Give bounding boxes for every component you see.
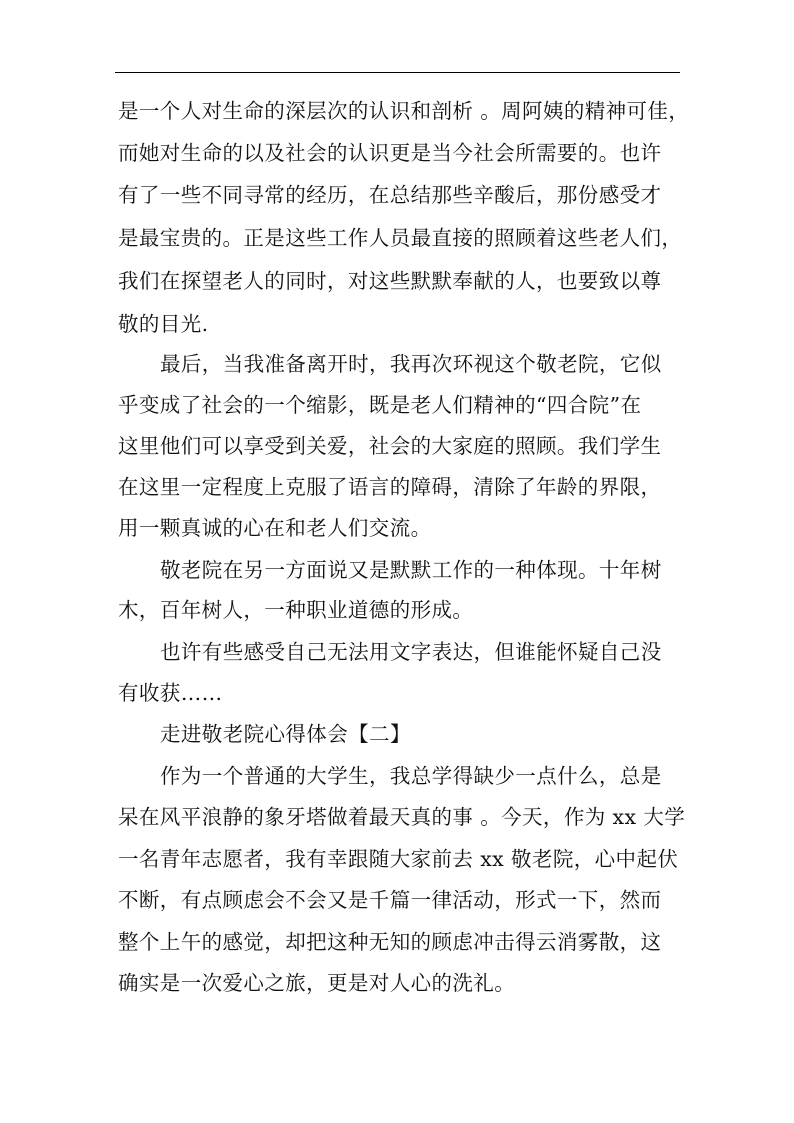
text-line: 确实是一次爱心之旅，更是对人心的洗礼。 xyxy=(118,971,516,995)
text-line: 呆在风平浪静的象牙塔做着最天真的事 。今天，作为 xx 大学 xyxy=(118,805,686,829)
text-line: 整个上午的感觉，却把这种无知的顾虑冲击得云消雾散，这 xyxy=(118,930,662,954)
text-line: 一名青年志愿者，我有幸跟随大家前去 xx 敬老院，心中起伏 xyxy=(118,847,679,871)
text-line: 最后，当我准备离开时，我再次环视这个敬老院，它似 xyxy=(160,352,662,376)
text-line: 而她对生命的以及社会的认识更是当今社会所需要的。也许 xyxy=(118,141,662,165)
text-line: 敬的目光. xyxy=(118,312,209,336)
text-line: 不断，有点顾虑会不会又是千篇一律活动，形式一下，然而 xyxy=(118,888,662,912)
text-line: 这里他们可以享受到关爱，社会的大家庭的照顾。我们学生 xyxy=(118,434,662,458)
text-line: 作为一个普通的大学生，我总学得缺少一点什么，总是 xyxy=(160,764,662,788)
text-line: 是最宝贵的。正是这些工作人员最直接的照顾着这些老人们， xyxy=(118,226,683,250)
text-line: 我们在探望老人的同时，对这些默默奉献的人，也要致以尊 xyxy=(118,269,662,293)
text-line: 有了一些不同寻常的经历，在总结那些辛酸后，那份感受才 xyxy=(118,183,662,207)
text-line: 在这里一定程度上克服了语言的障碍，清除了年龄的界限， xyxy=(118,475,662,499)
text-line: 敬老院在另一方面说又是默默工作的一种体现。十年树 xyxy=(160,558,662,582)
text-line: 也许有些感受自己无法用文字表达，但谁能怀疑自己没 xyxy=(160,640,662,664)
text-line: 有收获…… xyxy=(118,681,223,705)
text-line: 木，百年树人，一种职业道德的形成。 xyxy=(118,598,474,622)
text-line: 乎变成了社会的一个缩影，既是老人们精神的“四合院”在 xyxy=(118,393,642,417)
section-heading: 走进敬老院心得体会【二】 xyxy=(160,722,411,746)
text-line: 是一个人对生命的深层次的认识和剖析 。周阿姨的精神可佳， xyxy=(118,99,690,123)
header-rule xyxy=(115,72,680,73)
text-line: 用一颗真诚的心在和老人们交流。 xyxy=(118,516,432,540)
